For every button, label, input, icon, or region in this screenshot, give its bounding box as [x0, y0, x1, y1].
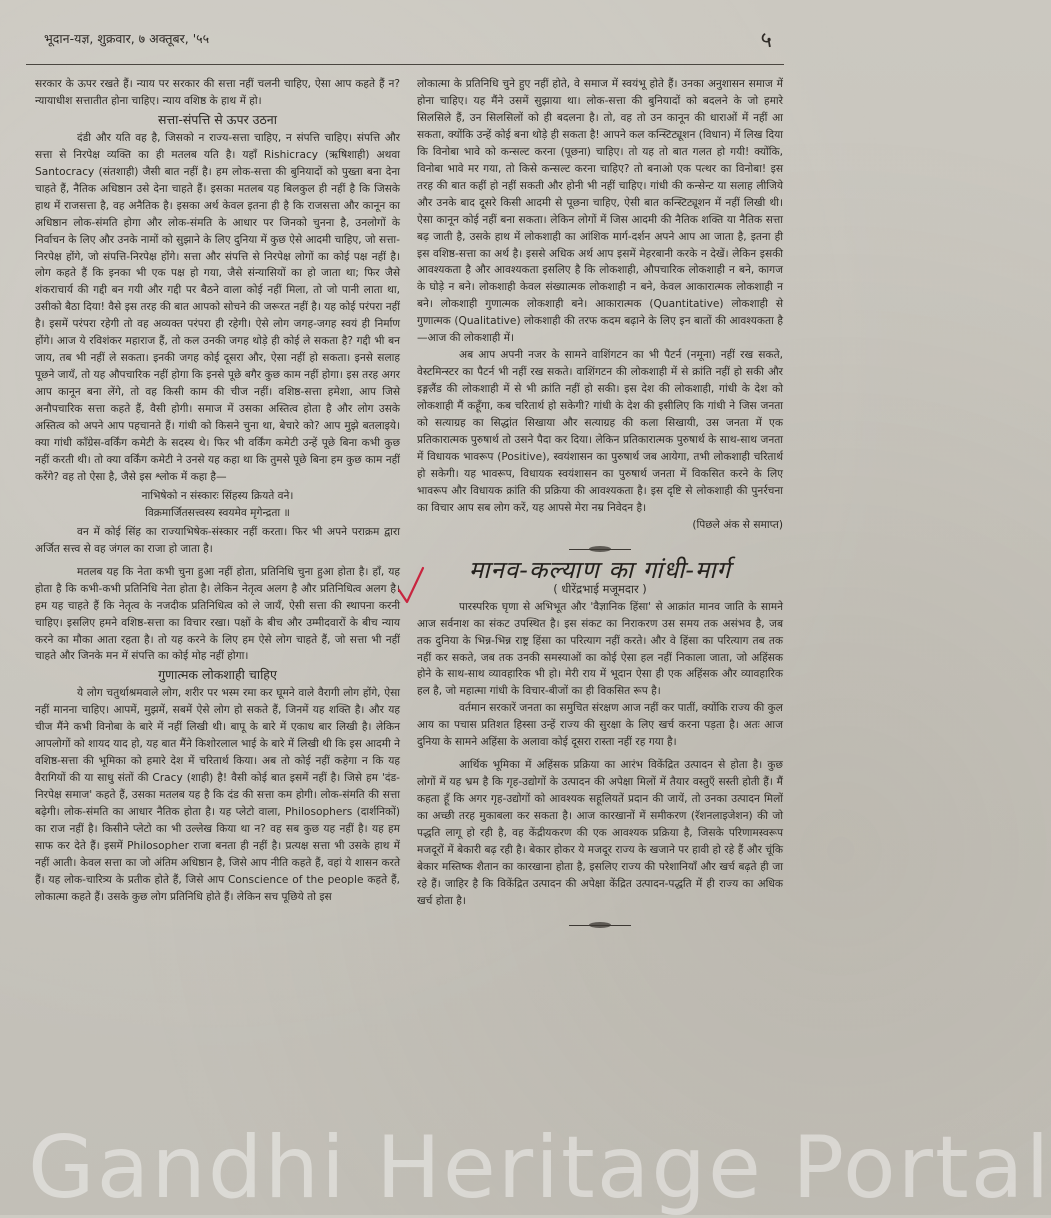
right-column: [417, 76, 783, 938]
verse-line: नाभिषेको न संस्कारः सिंहस्य क्रियते वने।: [141, 489, 294, 502]
paragraph: सरकार के ऊपर रखते हैं। न्याय पर सरकार की सत्ता नहीं चलनी चाहिए, ऐसा आप कहते हैं न? न्यायाधीश सत्तातीत होना चाहिए। न्याय वशिष्ठ के हाथ में हो।: [35, 78, 400, 107]
article-title: मानव-कल्याण का गांधी-मार्ग: [468, 555, 732, 584]
paragraph: पारस्परिक घृणा से अभिभूत और 'वैज्ञानिक हिंसा' से आक्रांत मानव जाति के सामने आज सर्वनाश का संकट उपस्थित है। इस संकट का निराकरण उस समय तक असंभव है, जब तक दुनिया के भिन्न-भिन्न राष्ट्र हिंसा का परित्याग नहीं करते। और वे हिंसा का परित्याग तब तक नहीं कर सकते, जब तक उनकी समस्याओं का कोई ऐसा हल नहीं निकाला जाता, जो अहिंसक होने के साथ-साथ व्यावहारिक भी हो। मेरी राय में भूदान ऐसा ही एक अहिंसक और व्यावहारिक हल है, जो महात्मा गांधी के विचार-बीजों का ही विकसित रूप है।: [417, 600, 783, 698]
section-heading: गुणात्मक लोकशाही चाहिए: [158, 667, 277, 683]
paragraph: लोकात्मा के प्रतिनिधि चुने हुए नहीं होते, वे समाज में स्वयंभू होते हैं। उनका अनुशासन समाज में होना चाहिए। यह मैंने उसमें सुझाया था। लोक-सत्ता की बुनियादों को बदलने के जो हमारे सिलसिले हैं, उन सिलसिलों को ही बदलना है। तो, वह तो उन कानून की धाराओं में नहीं आ सकता, क्योंकि उन्हें कोई बना थोड़े ही सकता है! आपने कल कन्स्टिट्यूशन (विधान) में लिख दिया कि विनोबा भावे को कन्सल्ट करना (पूछना) चाहिए। तो यह तो बात गलत हो गयी! क्योंकि, विनोबा भावे मर गया, तो किसे कन्सल्ट करना चाहिए? तो बनाओ एक पत्थर का विनोबा! इस तरह की बात कहीं हो नहीं सकती और होनी भी नहीं चाहिए। गांधी की कन्सेन्ट या सलाह लीजिये और उनके बाद दूसरे किसी आदमी से पूछना चाहिए, ऐसी बात कन्स्टिट्यूशन में नहीं लिखी थी। ऐसा कानून कोई नहीं बना सकता। लेकिन लोगों में जिस आदमी की नैतिक शक्ति या नैतिक सत्ता बढ़ जाती है, उसके हाथ में लोकशाही का आंशिक मार्ग-दर्शन अपने आप आ जाता है, इतना ही इस वशिष्ठ-सत्ता का अर्थ है। इससे अधिक अर्थ आप इसमें मेहरबानी करके न देखें। लेकिन इसकी आवश्यकता है और आवश्यकता इसलिए है कि लोकशाही, औपचारिक लोकशाही न बने, कागज के घोड़े न बने। लोकशाही केवल संख्यात्मक लोकशाही न बने, केवल आकारात्मक लोकशाही न बने। लोकशाही गुणात्मक लोकशाही बने। आकारात्मक (Quantitative) लोकशाही से गुणात्मक (Qualitative) लोकशाही की तरफ कदम बढ़ाने के लिए इन बातों की आवश्यकता है—आज की लोकशाही में।: [417, 78, 784, 345]
page-number: ५: [760, 28, 772, 53]
continuation-note: (पिछले अंक से समाप्त): [692, 518, 783, 531]
paragraph: दंडी और यति वह है, जिसको न राज्य-सत्ता चाहिए, न संपत्ति चाहिए। संपत्ति और सत्ता से निरपेक्ष व्यक्ति का ही मतलब यति है। यहाँ Rishicracy (ऋषिशाही) अथवा Santocracy (संतशाही) जैसी बात नहीं है। हम लोक-सत्ता की बुनियादों को पुख्ता बना देना चाहते हैं, नैतिक अधिष्ठान उसे देना चाहते हैं। इसका मतलब यह बिलकुल ही नहीं है कि जिसके हाथ में राजसत्ता है, वह अनैतिक है। इसका अर्थ केवल इतना ही है कि राजसत्ता और कानून का अधिष्ठान लोक-संमति होगा और लोक-संमति के आधार पर जिनको चुनना है, उनलोगों के निर्वाचन के लिए और उनके नामों को सुझाने के लिए दुनिया में कुछ ऐसे आदमी चाहिए, जो सत्ता-निरपेक्ष होंगे, जो संपत्ति-निरपेक्ष होंगे। सत्ता और संपत्ति से निरपेक्ष लोगों का कोई पक्ष नहीं है। लोग कहते हैं कि इनका भी एक पक्ष हो गया, जैसे संन्यासियों का हो जाता था; फिर जैसे शंकराचार्य की गद्दी बन गयी और गद्दी पर बैठने वाला कोई नहीं मिला, तो जो पानी लाता था, उसीको बैठा दिया! वैसे इस तरह की बात आपको सोचने की जरूरत नहीं है। यह कोई परंपरा नहीं है। इसमें परंपरा रहेगी तो वह अव्यक्त परंपरा ही रहेगी। ऐसे लोग जगह-जगह स्वयं ही निर्माण होंगे। आज ये रविशंकर महाराज हैं, तो कल उनकी जगह थोड़े ही कोई ले सकता है? गद्दी भी बन जाय, तब भी नहीं ले सकता। इनकी जगह कोई दूसरा और, ऐसा नहीं हो सकता। इनसे सलाह पूछने जायँ, तो यह औपचारिक नहीं होगा कि इनसे पूछे बगैर कुछ काम नहीं होगा। इस तरह अगर आप कानून बना लेंगे, तो वह किसी काम की चीज नहीं। वशिष्ठ-सत्ता हमेशा, आप जिसे अनौपचारिक सत्ता कहते हैं, वैसी होगी। समाज में उसका अस्तित्व होता है और लोग उसके अस्तित्व को अपने आप पहचानते हैं। गांधी को किसने चुना था, बेचारे को? आप मुझे बतलाइये। क्या गांधी कॉंग्रेस-वर्किंग कमेटी के सदस्य थे। फिर भी वर्किंग कमेटी उन्हें पूछे बिना कभी कुछ नहीं करती थी। तो क्या वर्किंग कमेटी ने उनसे यह कहा था कि तुमसे पूछे बिना हम कुछ काम नहीं करेंगे? वह तो ऐसा है, जैसे इस श्लोक में कहा है—: [35, 131, 400, 483]
watermark-text: Gandhi Heritage Portal: [28, 1118, 1051, 1218]
article-byline: ( धीरेंद्रभाई मजूमदार ): [553, 581, 647, 596]
header-rule: [26, 64, 784, 65]
paragraph: आर्थिक भूमिका में अहिंसक प्रक्रिया का आरंभ विकेंद्रित उत्पादन से होता है। कुछ लोगों में यह भ्रम है कि गृह-उद्योगों के उत्पादन की अपेक्षा मिलों में तैयार वस्तुएँ सस्ती होती हैं। मैं कहता हूँ कि अगर गृह-उद्योगों को आवश्यक सहूलियतें प्रदान की जायें, तो उनका उत्पादन मिलों का अच्छी तरह मुकाबला कर सकता है। आज कारखानों में समीकरण (रॅशनलाइजेशन) की जो पद्धति लागू हो रही है, वह केंद्रीयकरण की एक आवश्यक प्रक्रिया है, जिसके परिणामस्वरूप मजदूरों में बेकारी बढ़ रही है। बेकार होकर ये मजदूर राज्य के खजाने पर हावी हो रहे हैं और चूंकि बेकार मस्तिष्क शैतान का कारखाना होता है, इसलिए राज्य की परेशानियाँ और खर्च बढ़ते ही जा रहे हैं। जाहिर है कि विकेंद्रित उत्पादन की अपेक्षा केंद्रित उत्पादन-पद्धति में ही राज्य का अधिक खर्च होता है।: [417, 759, 783, 907]
paragraph: अब आप अपनी नजर के सामने वाशिंगटन का भी पैटर्न (नमूना) नहीं रख सकते, वेस्टमिन्स्टर का पैटर्न भी नहीं रख सकते। वाशिंगटन की लोकशाही में से क्रांति नहीं हो सकी और इङ्गलैंड की लोकशाही में से भी क्रांति नहीं हो सकी। इस देश की लोकशाही, गांधी के देश को लोकशाही मैं कहूँगा, कब चरितार्थ हो सकेगी? गांधी के देश की इसीलिए कि गांधी ने जिस जनता को सत्याग्रह का सिद्धांत सिखाया और सत्याग्रह की कला सिखायी, उस जनता में एक प्रतिकारात्मक पुरुषार्थ तो उसने पैदा कर दिया। लेकिन प्रतिकारात्मक पुरुषार्थ के साथ-साथ जनता में विधायक भावरूप (Positive), स्वयंशासन का पुरुषार्थ जब आयेगा, तभी लोकशाही चरितार्थ हो सकेगी। यह भावरूप, विधायक स्वयंशासन का पुरुषार्थ जनता में विकसित करने के लिए भावरूप और विधायक क्रांति की प्रक्रिया की आवश्यकता है। इस दृष्टि से लोकशाही की पुनर्रचना का विचार आप सब लोग करें, यह आपसे मेरा नम्र निवेदन है।: [417, 349, 783, 514]
page-header: [26, 22, 784, 62]
paragraph: मतलब यह कि नेता कभी चुना हुआ नहीं होता, प्रतिनिधि चुना हुआ होता है। हाँ, यह होता है कि कभी-कभी प्रतिनिधि नेता होता है। लेकिन नेतृत्व अलग है और प्रतिनिधित्व अलग है। हम यह चाहते हैं कि नेतृत्व के नजदीक प्रतिनिधित्व को ले जायँ, ऐसी सत्ता की स्थापना करनी चाहिए। इसलिए हमने वशिष्ठ-सत्ता का विचार रखा। पक्षों के बीच और उम्मीदवारों के बीच न्याय करने का मौका आता रहता है। तो यह करने के लिए हम ऐसे लोग चाहते हैं, जो सत्ता भी नहीं चाहते और जिनके मन में संपत्ति का कोई मोह नहीं होगा।: [35, 565, 400, 663]
red-checkmark-icon: [397, 566, 427, 606]
divider-knot: [589, 546, 611, 552]
end-divider-ornament: [417, 918, 783, 932]
left-column: [35, 76, 400, 906]
paragraph: वन में कोई सिंह का राज्याभिषेक-संस्कार नहीं करता। फिर भी अपने पराक्रम द्वारा अर्जित सत्त्व से वह जंगल का राजा हो जाता है।: [35, 525, 400, 555]
article-title-block: [417, 555, 783, 584]
verse-line: विक्रमार्जितसत्त्वस्य स्वयमेव मृगेन्द्रता ॥: [145, 506, 290, 519]
section-heading: सत्ता-संपत्ति से ऊपर उठना: [158, 111, 277, 127]
paragraph: ये लोग चतुर्थाश्रमवाले लोग, शरीर पर भस्म रमा कर घूमने वाले वैरागी लोग होंगे, ऐसा नहीं मानना चाहिए। आपमें, मुझमें, सबमें ऐसे लोग हो सकते हैं, जिनमें यह शक्ति है। और यह चीज मैंने कभी विनोबा के बारे में नहीं लिखी थी। बापू के बारे में एकाध बार लिखी है। लेकिन आपलोगों को शायद याद हो, यह बात मैंने किशोरलाल भाई के बारे में लिखी थी कि इस आदमी ने वशिष्ठ-सत्ता की भूमिका को हमारे देश में चरितार्थ किया। अब तो कोई नहीं कहेगा न कि यह वैरागियों की या साधु संतों की Cracy (शाही) है! वैसी कोई बात इसमें नहीं है। जिसे हम 'दंड-निरपेक्ष समाज' कहते हैं, उसका मतलब यह है कि दंड की सत्ता कम होगी। लोक-संमति की सत्ता बढ़ेगी। लोक-संमति का आधार नैतिक होता है। यह प्लेटो वाला, Philosophers (दार्शनिकों) का राज नहीं है। किसीने प्लेटो का भी उल्लेख किया था न? वह सब कुछ यह नहीं है। यह हम साफ कर देते हैं। इसमें Philosopher राजा बनता ही नहीं है। प्रत्यक्ष सत्ता भी उसके हाथ में नहीं आती। केवल सत्ता का जो अंतिम अधिष्ठान है, जिसे आप नीति कहते हैं, वहां ये शासन करते हैं। यह लोक-चारित्र्य के प्रतीक होते हैं, जिसे आप Conscience of the people कहते हैं, लोकात्मा कहते हैं। उसके कुछ लोग प्रतिनिधि होते हैं। लेकिन सच पूछिये तो इस: [35, 687, 400, 903]
masthead-dateline: भूदान-यज्ञ, शुक्रवार, ७ अक्तूबर, '५५: [44, 31, 210, 46]
section-divider-ornament: [417, 542, 783, 556]
paragraph: वर्तमान सरकारें जनता का समुचित संरक्षण आज नहीं कर पातीं, क्योंकि राज्य की कुल आय का पचास प्रतिशत हिस्सा उन्हें राज्य की सुरक्षा के लिए खर्च करना पड़ता है। अतः आज दुनिया के सामने अहिंसा के अलावा कोई दूसरा रास्ता नहीं रह गया है।: [417, 702, 783, 749]
divider-knot: [589, 922, 611, 928]
sanskrit-verse: [35, 488, 400, 522]
